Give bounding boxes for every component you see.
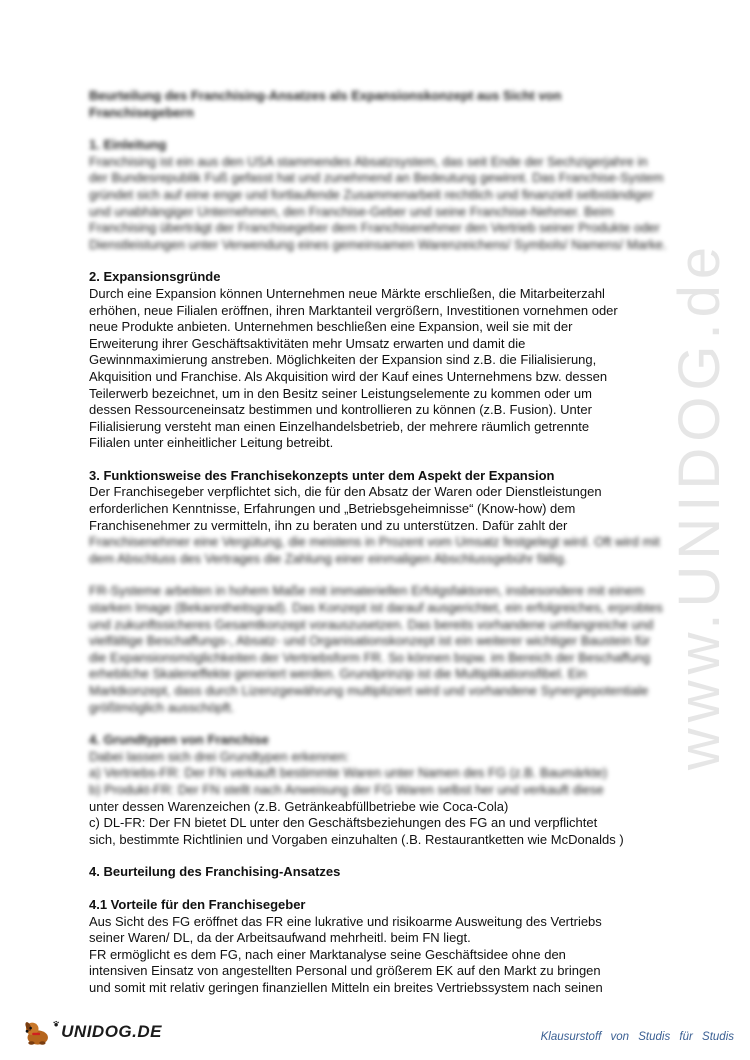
text-line: Akquisition und Franchise. Als Akquisition wird der Kauf eines Unternehmens bzw. dessen [89,368,608,384]
text-line: b) Produkt-FR: Der FN stellt nach Anweisung der FG Waren selbst her und verkauft diese [89,781,604,797]
text-line: unter dessen Warenzeichen (z.B. Getränkeabfüllbetriebe wie Coca-Cola) [89,798,509,814]
spacer [89,121,669,137]
section-3-body [89,484,669,534]
section-1-body: Franchising ist ein aus den USA stammendes Absatzsystem, das seit Ende der Sechzigerjahre in der Bundesrepublik Fuß gefasst hat und zunehmend an Bedeutung gewinnt. Das Franchise-System gründet sich auf eine enge und fortlaufende Zusammenarbeit rechtlich und finanziell selbständiger und unabhängiger Unternehmen, den Franchise-Geber und seine Franchise-Nehmer. Beim Franchising überträgt der Franchisegeber dem Franchisenehmer den Vertrieb seiner Produkte oder Dienstleistungen unter Verwendung eines gemeinsamen Warenzeichens/ Symbols/ Namens/ Marke. [89,153,667,252]
text-line: Teilerwerb bezeichnet, um in den Besitz seiner Leistungselemente zu kommen oder um [89,385,592,401]
spacer [89,716,669,732]
spacer [89,848,669,864]
paw-icon [53,1020,59,1028]
text-line: Der Franchisegeber verpflichtet sich, die für den Absatz der Waren oder Dienstleistungen [89,484,602,500]
document-title: Beurteilung des Franchising-Ansatzes als Expansionskonzept aus Sicht von Franchisegebern [89,88,562,120]
text-line: Erweiterung ihrer Geschäftsaktivitäten mehr Umsatz erwarten und damit die [89,335,526,351]
text-line: c) DL-FR: Der FN bietet DL unter den Geschäftsbeziehungen des FG an und verpflichtet [89,815,598,831]
section-3-blurred-text: Franchisenehmer eine Vergütung, die meistens in Prozent vom Umsatz festgelegt wird. Oft wird mit dem Abschluss des Vertrages die Zahlung einer einmaligen Abschlussgebühr fällig. [89,534,660,566]
text-line: Durch eine Expansion können Unternehmen neue Märkte erschließen, die Mitarbeiterzahl [89,285,605,301]
spacer [89,452,669,468]
text-line: Filialen unter einheitlicher Leitung betreibt. [89,435,334,451]
document-body [89,88,669,997]
logo-text: UNIDOG.DE [61,1022,162,1041]
section-4-types-body [89,799,669,849]
section-1-heading: 1. Einleitung [89,137,167,153]
text-line: Aus Sicht des FG eröffnet das FR eine lukrative und risikoarme Ausweitung des Vertriebs [89,913,602,929]
text-line: neue Produkte anbieten. Unternehmen beschließen eine Expansion, weil sie mit der [89,319,573,335]
section-4-1-body [89,914,669,997]
text-line: seiner Waren/ DL, da der Arbeitsaufwand mehrheitl. beim FN liegt. [89,930,471,946]
spacer [89,253,669,269]
text-line: Franchisenehmer zu vermitteln, ihn zu beraten und zu unterstützen. Dafür zahlt der [89,517,568,533]
dog-icon [22,1013,52,1051]
text-line: erhöhen, neue Filialen eröffnen, ihren Marktanteil vergrößern, Investitionen vornehmen oder [89,302,618,318]
text-line: Filialisierung versteht man einen Einzelhandelsbetrieb, der mehrere räumlich getrennte [89,418,590,434]
text-line: Gewinnmaximierung anstreben. Möglichkeiten der Expansion sind z.B. die Filialisierung, [89,352,597,368]
section-4-1-heading: 4.1 Vorteile für den Franchisegeber [89,896,306,912]
section-4-blurred-lines [89,749,669,799]
text-line: sich, bestimmte Richtlinien und Vorgaben einzuhalten (.B. Restaurantketten wie McDonalds ) [89,831,624,847]
footer-tagline: Klausurstoff von Studis für Studis [540,1031,734,1043]
text-line: erforderlichen Kenntnisse, Erfahrungen und „Betriebsgeheimnisse“ (Know-how) dem [89,501,576,517]
section-2-heading: 2. Expansionsgründe [89,269,221,285]
text-line: dessen Ressourceneinsatz bestimmen und kontrollieren zu können (z.B. Fusion). Unter [89,402,592,418]
spacer [89,881,669,897]
text-line: und somit mit relativ geringen finanziellen Mitteln ein breites Vertriebssystem nach seinen [89,979,603,995]
section-3-heading: 3. Funktionsweise des Franchisekonzepts unter dem Aspekt der Expansion [89,467,555,483]
text-line: FR ermöglicht es dem FG, nach einer Marktanalyse seine Geschäftsidee ohne den [89,946,566,962]
watermark-text: www.UNIDOG.de [667,240,733,770]
text-line: a) Vertriebs-FR: Der FN verkauft bestimmte Waren unter Namen des FG (z.B. Baumärkte) [89,765,608,781]
spacer [89,567,669,583]
unidog-logo[interactable] [22,1012,162,1052]
section-4-types-heading: 4. Grundtypen von Franchise [89,732,269,748]
text-line: Dabei lassen sich drei Grundtypen erkennen: [89,748,350,764]
section-2-body [89,286,669,452]
section-4-evaluation-heading: 4. Beurteilung des Franchising-Ansatzes [89,864,341,880]
section-3-blurred-paragraph: FR-Systeme arbeiten in hohem Maße mit immateriellen Erfolgsfaktoren, insbesondere mit einem starken Image (Bekanntheitsgrad). Das Konzept ist darauf ausgerichtet, ein erfolgreiches, erprobtes und zukunftssicheres Gesamtkonzept vorauszusetzen. Das bereits vorhandene umfangreiche und vielfältige Beschaffungs-, Absatz- und Organisationskonzept ist ein weiterer wichtiger Baustein für die Expansionsmöglichkeiten der Vertriebsform FR. So können bspw. im Bereich der Beschaffung erhebliche Skaleneffekte generiert werden. Grundprinzip ist die Multiplikationsfibel. Ein Marktkonzept, dass durch Lizenzgewährung multipliziert wird und vorhandene Synergiepotentiale größtmöglich ausschöpft. [89,583,663,715]
text-line: intensiven Einsatz von angestellten Personal und größerem EK auf den Markt zu bringen [89,963,601,979]
